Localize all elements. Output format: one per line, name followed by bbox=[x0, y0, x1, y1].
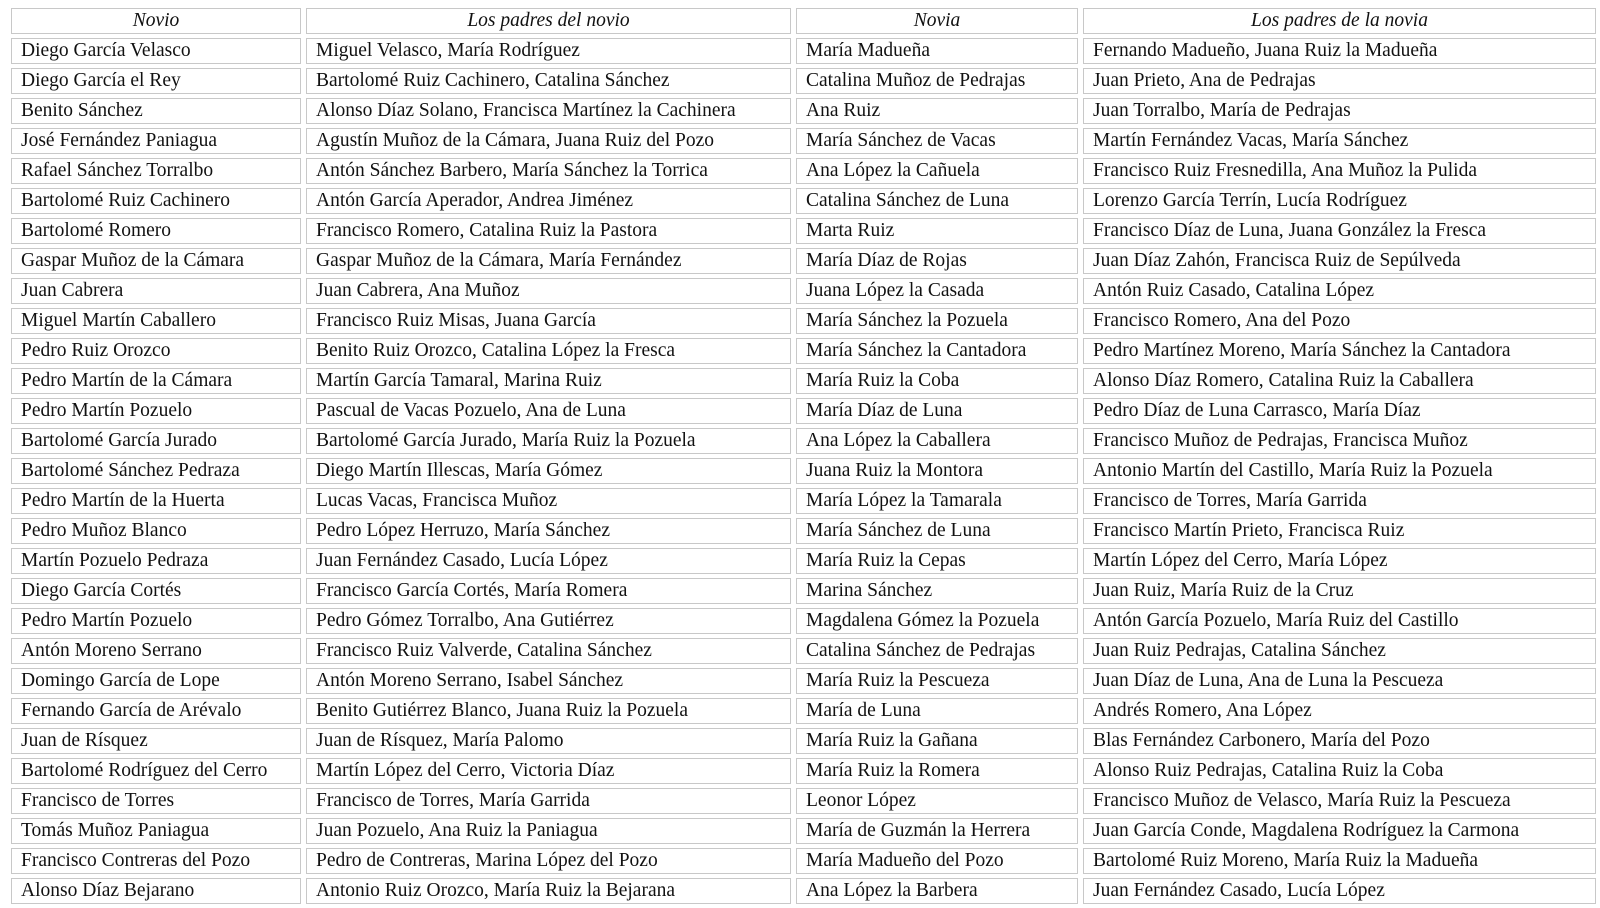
cell-padres-novio: Francisco Ruiz Misas, Juana García bbox=[306, 308, 791, 334]
cell-padres-novia: Francisco Díaz de Luna, Juana González la Fresca bbox=[1083, 218, 1596, 244]
cell-padres-novia: Pedro Martínez Moreno, María Sánchez la Cantadora bbox=[1083, 338, 1596, 364]
cell-padres-novio: Pedro Gómez Torralbo, Ana Gutiérrez bbox=[306, 608, 791, 634]
cell-novio: Antón Moreno Serrano bbox=[11, 638, 301, 664]
table-row bbox=[11, 728, 1596, 754]
cell-padres-novia: Antón Ruiz Casado, Catalina López bbox=[1083, 278, 1596, 304]
cell-novia: Magdalena Gómez la Pozuela bbox=[796, 608, 1078, 634]
header-padres-novio: Los padres del novio bbox=[306, 8, 791, 34]
cell-padres-novio: Alonso Díaz Solano, Francisca Martínez la Cachinera bbox=[306, 98, 791, 124]
cell-padres-novio: Pascual de Vacas Pozuelo, Ana de Luna bbox=[306, 398, 791, 424]
cell-novio: Tomás Muñoz Paniagua bbox=[11, 818, 301, 844]
cell-padres-novio: Diego Martín Illescas, María Gómez bbox=[306, 458, 791, 484]
table-row bbox=[11, 158, 1596, 184]
cell-padres-novio: Francisco Romero, Catalina Ruiz la Pastora bbox=[306, 218, 791, 244]
cell-padres-novia: Juan Prieto, Ana de Pedrajas bbox=[1083, 68, 1596, 94]
cell-novio: Martín Pozuelo Pedraza bbox=[11, 548, 301, 574]
cell-padres-novia: Juan Fernández Casado, Lucía López bbox=[1083, 878, 1596, 904]
cell-padres-novio: Agustín Muñoz de la Cámara, Juana Ruiz del Pozo bbox=[306, 128, 791, 154]
cell-padres-novia: Francisco Ruiz Fresnedilla, Ana Muñoz la Pulida bbox=[1083, 158, 1596, 184]
cell-novia: María Sánchez de Vacas bbox=[796, 128, 1078, 154]
table-row bbox=[11, 818, 1596, 844]
table-row bbox=[11, 38, 1596, 64]
cell-novio: Rafael Sánchez Torralbo bbox=[11, 158, 301, 184]
cell-novia: Catalina Sánchez de Pedrajas bbox=[796, 638, 1078, 664]
cell-padres-novio: Francisco de Torres, María Garrida bbox=[306, 788, 791, 814]
cell-padres-novia: Juan Ruiz Pedrajas, Catalina Sánchez bbox=[1083, 638, 1596, 664]
cell-padres-novio: Martín García Tamaral, Marina Ruiz bbox=[306, 368, 791, 394]
cell-novia: Catalina Sánchez de Luna bbox=[796, 188, 1078, 214]
cell-novio: Francisco Contreras del Pozo bbox=[11, 848, 301, 874]
cell-novio: Juan de Rísquez bbox=[11, 728, 301, 754]
cell-novia: María Ruiz la Pescueza bbox=[796, 668, 1078, 694]
table-row bbox=[11, 458, 1596, 484]
table-row bbox=[11, 308, 1596, 334]
table-row bbox=[11, 188, 1596, 214]
cell-padres-novia: Antonio Martín del Castillo, María Ruiz la Pozuela bbox=[1083, 458, 1596, 484]
cell-padres-novio: Pedro de Contreras, Marina López del Pozo bbox=[306, 848, 791, 874]
table-row bbox=[11, 428, 1596, 454]
cell-novio: Pedro Martín Pozuelo bbox=[11, 398, 301, 424]
table-row bbox=[11, 788, 1596, 814]
cell-novia: María Madueña bbox=[796, 38, 1078, 64]
cell-padres-novia: Juan Ruiz, María Ruiz de la Cruz bbox=[1083, 578, 1596, 604]
cell-novia: María Ruiz la Cepas bbox=[796, 548, 1078, 574]
cell-novio: Bartolomé García Jurado bbox=[11, 428, 301, 454]
cell-padres-novia: Martín López del Cerro, María López bbox=[1083, 548, 1596, 574]
table-header bbox=[11, 8, 1596, 34]
table-row bbox=[11, 698, 1596, 724]
cell-novia: Ana López la Caballera bbox=[796, 428, 1078, 454]
cell-novia: María Ruiz la Coba bbox=[796, 368, 1078, 394]
cell-novia: Leonor López bbox=[796, 788, 1078, 814]
table-body bbox=[11, 38, 1596, 904]
table-row bbox=[11, 608, 1596, 634]
cell-novia: Marina Sánchez bbox=[796, 578, 1078, 604]
cell-novio: Pedro Ruiz Orozco bbox=[11, 338, 301, 364]
cell-padres-novio: Antón García Aperador, Andrea Jiménez bbox=[306, 188, 791, 214]
cell-novio: Domingo García de Lope bbox=[11, 668, 301, 694]
cell-padres-novio: Antonio Ruiz Orozco, María Ruiz la Bejarana bbox=[306, 878, 791, 904]
cell-novia: María Madueño del Pozo bbox=[796, 848, 1078, 874]
cell-novia: María Sánchez de Luna bbox=[796, 518, 1078, 544]
cell-novio: Pedro Martín Pozuelo bbox=[11, 608, 301, 634]
cell-novio: Bartolomé Sánchez Pedraza bbox=[11, 458, 301, 484]
cell-padres-novia: Andrés Romero, Ana López bbox=[1083, 698, 1596, 724]
cell-padres-novia: Lorenzo García Terrín, Lucía Rodríguez bbox=[1083, 188, 1596, 214]
cell-novio: Miguel Martín Caballero bbox=[11, 308, 301, 334]
cell-novia: María de Luna bbox=[796, 698, 1078, 724]
cell-padres-novio: Francisco Ruiz Valverde, Catalina Sánchez bbox=[306, 638, 791, 664]
cell-novia: María Ruiz la Romera bbox=[796, 758, 1078, 784]
header-novio: Novio bbox=[11, 8, 301, 34]
cell-padres-novio: Antón Moreno Serrano, Isabel Sánchez bbox=[306, 668, 791, 694]
cell-padres-novio: Francisco García Cortés, María Romera bbox=[306, 578, 791, 604]
cell-padres-novio: Miguel Velasco, María Rodríguez bbox=[306, 38, 791, 64]
cell-novio: Benito Sánchez bbox=[11, 98, 301, 124]
cell-novia: María Sánchez la Cantadora bbox=[796, 338, 1078, 364]
cell-novio: Juan Cabrera bbox=[11, 278, 301, 304]
cell-padres-novio: Bartolomé Ruiz Cachinero, Catalina Sánchez bbox=[306, 68, 791, 94]
cell-novio: Gaspar Muñoz de la Cámara bbox=[11, 248, 301, 274]
cell-novia: Marta Ruiz bbox=[796, 218, 1078, 244]
cell-novia: María de Guzmán la Herrera bbox=[796, 818, 1078, 844]
table-row bbox=[11, 338, 1596, 364]
cell-padres-novio: Benito Ruiz Orozco, Catalina López la Fresca bbox=[306, 338, 791, 364]
cell-padres-novio: Pedro López Herruzo, María Sánchez bbox=[306, 518, 791, 544]
cell-padres-novia: Francisco Muñoz de Velasco, María Ruiz la Pescueza bbox=[1083, 788, 1596, 814]
cell-novia: Ana López la Cañuela bbox=[796, 158, 1078, 184]
cell-novia: María Sánchez la Pozuela bbox=[796, 308, 1078, 334]
table-row bbox=[11, 758, 1596, 784]
cell-padres-novia: Juan Torralbo, María de Pedrajas bbox=[1083, 98, 1596, 124]
table-row bbox=[11, 848, 1596, 874]
cell-padres-novio: Juan Pozuelo, Ana Ruiz la Paniagua bbox=[306, 818, 791, 844]
cell-padres-novia: Antón García Pozuelo, María Ruiz del Castillo bbox=[1083, 608, 1596, 634]
cell-novio: Diego García Cortés bbox=[11, 578, 301, 604]
cell-novio: Bartolomé Rodríguez del Cerro bbox=[11, 758, 301, 784]
cell-padres-novia: Francisco Romero, Ana del Pozo bbox=[1083, 308, 1596, 334]
cell-novio: Diego García el Rey bbox=[11, 68, 301, 94]
cell-padres-novia: Francisco Muñoz de Pedrajas, Francisca Muñoz bbox=[1083, 428, 1596, 454]
header-padres-novia: Los padres de la novia bbox=[1083, 8, 1596, 34]
cell-novio: Bartolomé Romero bbox=[11, 218, 301, 244]
cell-novio: Diego García Velasco bbox=[11, 38, 301, 64]
cell-padres-novia: Pedro Díaz de Luna Carrasco, María Díaz bbox=[1083, 398, 1596, 424]
table-row bbox=[11, 548, 1596, 574]
table-row bbox=[11, 488, 1596, 514]
cell-padres-novio: Lucas Vacas, Francisca Muñoz bbox=[306, 488, 791, 514]
table-row bbox=[11, 278, 1596, 304]
table-row bbox=[11, 128, 1596, 154]
table-row bbox=[11, 878, 1596, 904]
header-row bbox=[11, 8, 1596, 34]
cell-novia: María López la Tamarala bbox=[796, 488, 1078, 514]
cell-padres-novio: Juan Cabrera, Ana Muñoz bbox=[306, 278, 791, 304]
cell-padres-novia: Alonso Díaz Romero, Catalina Ruiz la Caballera bbox=[1083, 368, 1596, 394]
table-row bbox=[11, 68, 1596, 94]
cell-padres-novio: Benito Gutiérrez Blanco, Juana Ruiz la Pozuela bbox=[306, 698, 791, 724]
cell-novio: Fernando García de Arévalo bbox=[11, 698, 301, 724]
cell-padres-novia: Francisco Martín Prieto, Francisca Ruiz bbox=[1083, 518, 1596, 544]
cell-novia: Juana López la Casada bbox=[796, 278, 1078, 304]
cell-novia: María Díaz de Luna bbox=[796, 398, 1078, 424]
cell-padres-novia: Alonso Ruiz Pedrajas, Catalina Ruiz la Coba bbox=[1083, 758, 1596, 784]
marriages-table-container bbox=[6, 4, 1596, 908]
cell-padres-novio: Juan Fernández Casado, Lucía López bbox=[306, 548, 791, 574]
cell-padres-novio: Gaspar Muñoz de la Cámara, María Fernández bbox=[306, 248, 791, 274]
cell-padres-novio: Martín López del Cerro, Victoria Díaz bbox=[306, 758, 791, 784]
marriages-table bbox=[6, 4, 1600, 908]
cell-padres-novia: Fernando Madueño, Juana Ruiz la Madueña bbox=[1083, 38, 1596, 64]
cell-padres-novia: Martín Fernández Vacas, María Sánchez bbox=[1083, 128, 1596, 154]
table-row bbox=[11, 518, 1596, 544]
cell-novio: Pedro Martín de la Huerta bbox=[11, 488, 301, 514]
cell-novia: María Díaz de Rojas bbox=[796, 248, 1078, 274]
cell-padres-novia: Juan Díaz Zahón, Francisca Ruiz de Sepúlveda bbox=[1083, 248, 1596, 274]
cell-padres-novia: Francisco de Torres, María Garrida bbox=[1083, 488, 1596, 514]
table-row bbox=[11, 578, 1596, 604]
cell-novia: Ana Ruiz bbox=[796, 98, 1078, 124]
table-row bbox=[11, 668, 1596, 694]
table-row bbox=[11, 638, 1596, 664]
cell-novia: Ana López la Barbera bbox=[796, 878, 1078, 904]
table-row bbox=[11, 218, 1596, 244]
cell-novio: Francisco de Torres bbox=[11, 788, 301, 814]
table-row bbox=[11, 248, 1596, 274]
cell-novio: José Fernández Paniagua bbox=[11, 128, 301, 154]
table-row bbox=[11, 98, 1596, 124]
table-row bbox=[11, 398, 1596, 424]
cell-padres-novia: Bartolomé Ruiz Moreno, María Ruiz la Madueña bbox=[1083, 848, 1596, 874]
cell-novio: Alonso Díaz Bejarano bbox=[11, 878, 301, 904]
cell-novio: Bartolomé Ruiz Cachinero bbox=[11, 188, 301, 214]
cell-padres-novia: Juan Díaz de Luna, Ana de Luna la Pescueza bbox=[1083, 668, 1596, 694]
cell-novia: Catalina Muñoz de Pedrajas bbox=[796, 68, 1078, 94]
table-row bbox=[11, 368, 1596, 394]
cell-novia: Juana Ruiz la Montora bbox=[796, 458, 1078, 484]
cell-novio: Pedro Muñoz Blanco bbox=[11, 518, 301, 544]
cell-padres-novia: Juan García Conde, Magdalena Rodríguez la Carmona bbox=[1083, 818, 1596, 844]
cell-novia: María Ruiz la Gañana bbox=[796, 728, 1078, 754]
cell-novio: Pedro Martín de la Cámara bbox=[11, 368, 301, 394]
cell-padres-novio: Antón Sánchez Barbero, María Sánchez la Torrica bbox=[306, 158, 791, 184]
header-novia: Novia bbox=[796, 8, 1078, 34]
cell-padres-novio: Bartolomé García Jurado, María Ruiz la Pozuela bbox=[306, 428, 791, 454]
cell-padres-novio: Juan de Rísquez, María Palomo bbox=[306, 728, 791, 754]
cell-padres-novia: Blas Fernández Carbonero, María del Pozo bbox=[1083, 728, 1596, 754]
